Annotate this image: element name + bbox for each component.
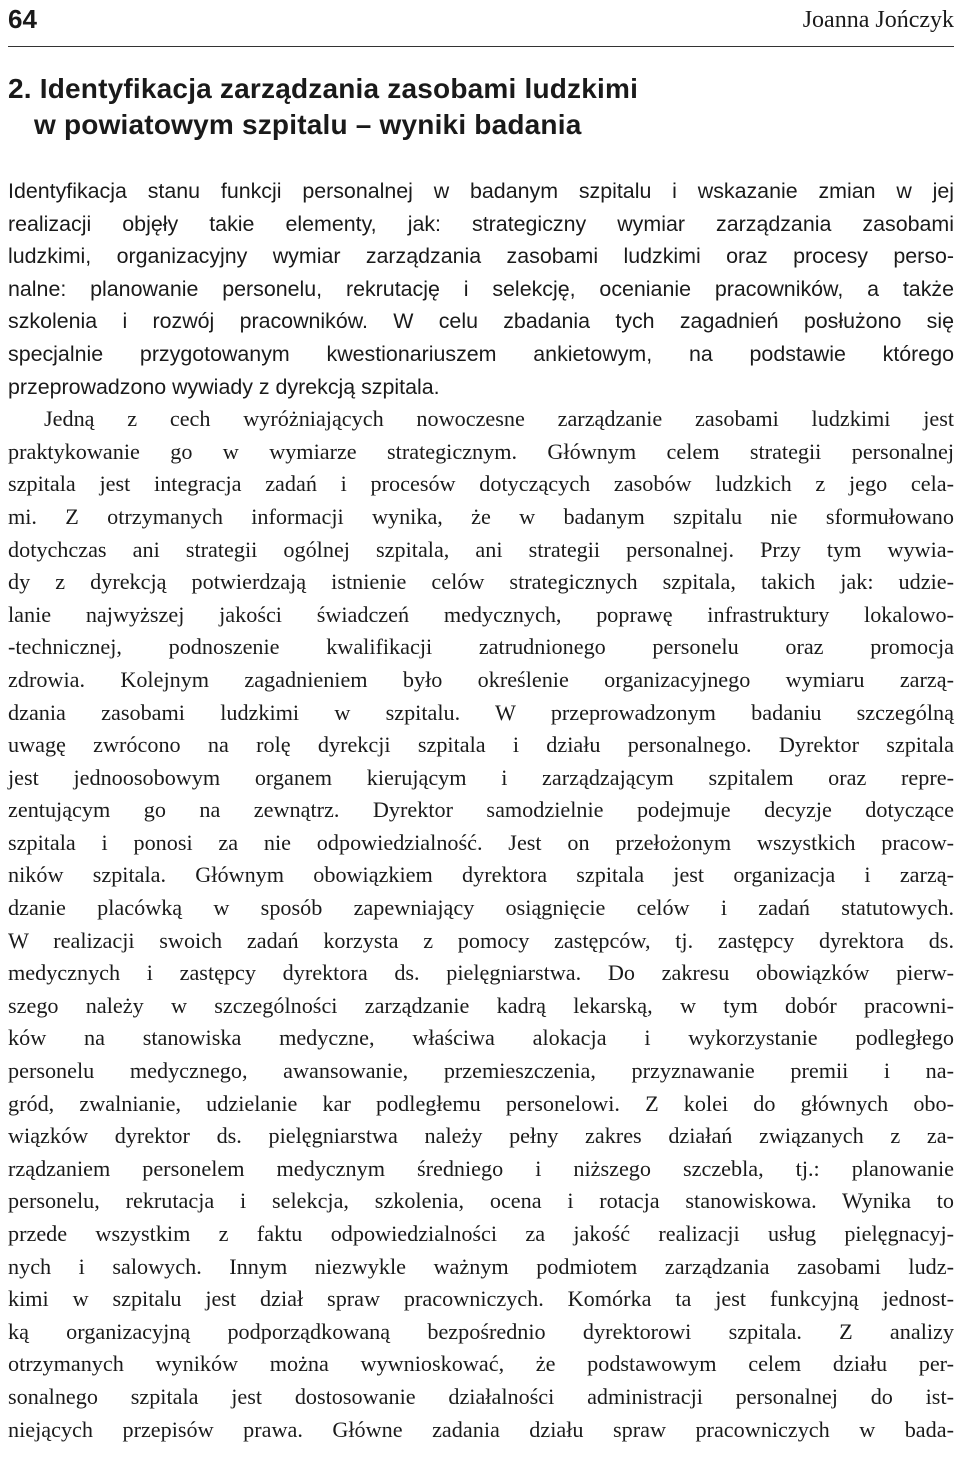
text-line: przeprowadzono wywiady z dyrekcją szpitala. (8, 374, 440, 399)
text-line: rządzaniem personelem medycznym średniego i niższego szczebla, tj.: planowanie (8, 1155, 954, 1181)
text-line: medycznych i zastępcy dyrektora ds. pielęgniarstwa. Do zakresu obowiązków pierw- (8, 960, 954, 986)
text-line: otrzymanych wyników można wywnioskować, że podstawowym celem działu per- (8, 1351, 954, 1377)
section-heading-line-2: w powiatowym szpitalu – wyniki badania (34, 109, 582, 140)
book-page (8, 0, 954, 1446)
text-line: nych i salowych. Innym niezwykle ważnym podmiotem zarządzania zasobami ludz- (8, 1253, 954, 1279)
text-line: gród, zwalnianie, udzielanie kar podległemu personelowi. Z kolei do głównych obo- (8, 1090, 954, 1116)
text-line: zdrowia. Kolejnym zagadnieniem było określenie organizacyjnego wymiaru zarzą- (8, 666, 954, 692)
text-line: ników szpitala. Głównym obowiązkiem dyrektora szpitala jest organizacja i zarzą- (8, 862, 954, 888)
text-line: dzania zasobami ludzkimi w szpitalu. W przeprowadzonym badaniu szczególną (8, 699, 954, 725)
text-line: ką organizacyjną podporządkowaną bezpośrednio dyrektorowi szpitala. Z analizy (8, 1318, 954, 1344)
body-paragraph (8, 403, 954, 1446)
text-line: personelu medycznego, awansowanie, przemieszczenia, przyznawanie premii i na- (8, 1058, 954, 1084)
text-line: przede wszystkim z faktu odpowiedzialności za jakość realizacji usług pielęgnacyj- (8, 1221, 954, 1246)
text-line: dzanie placówką w sposób zapewniający osiągnięcie celów i zadań statutowych. (8, 895, 954, 921)
text-line: specjalnie przygotowanym kwestionariuszem ankietowym, na podstawie którego (8, 341, 954, 366)
text-line: dotychczas ani strategii ogólnej szpitala, ani strategii personalnej. Przy tym wywia- (8, 536, 954, 562)
text-line: ków na stanowiska medyczne, właściwa alokacja i wykorzystanie podległego (8, 1025, 954, 1051)
text-line: lanie najwyższej jakości świadczeń medycznych, poprawę infrastruktury lokalowo- (8, 601, 954, 627)
text-line: W realizacji swoich zadań korzysta z pomocy zastępców, tj. zastępcy dyrektora ds. (8, 927, 954, 953)
text-line: szpitala jest integracja zadań i procesów dotyczących zasobów ludzkich z jego cela- (8, 471, 954, 497)
text-line: mi. Z otrzymanych informacji wynika, że w badanym szpitalu nie sformułowano (8, 503, 954, 529)
text-line: -technicznej, podnoszenie kwalifikacji zatrudnionego personelu oraz promocja (8, 634, 954, 660)
text-line: niejących przepisów prawa. Główne zadania działu spraw pracowniczych w bada- (8, 1416, 954, 1442)
page-number: 64 (8, 4, 37, 34)
text-line: sonalnego szpitala jest dostosowanie działalności administracji personalnej do ist- (8, 1383, 954, 1409)
text-line: zentującym go na zewnątrz. Dyrektor samodzielnie podejmuje decyzje dotyczące (8, 797, 954, 823)
text-line: szpitala i ponosi za nie odpowiedzialność. Jest on przełożonym wszystkich pracow- (8, 829, 954, 855)
text-line: kimi w szpitalu jest dział spraw pracowniczych. Komórka ta jest funkcyjną jednost- (8, 1286, 954, 1312)
section-heading-line-1: 2. Identyfikacja zarządzania zasobami ludzkimi (8, 73, 639, 104)
text-line: uwagę zwrócono na rolę dyrekcji szpitala i działu personalnego. Dyrektor szpitala (8, 732, 954, 758)
text-line: wiązków dyrektor ds. pielęgniarstwa należy pełny zakres działań związanych z za- (8, 1123, 954, 1149)
text-line: jest jednoosobowym organem kierującym i zarządzającym szpitalem oraz repre- (8, 764, 954, 790)
text-line: dy z dyrekcją potwierdzają istnienie celów strategicznych szpitala, takich jak: udzie- (8, 569, 954, 595)
text-line: praktykowanie go w wymiarze strategicznym. Głównym celem strategii personalnej (8, 438, 954, 464)
page-header (8, 0, 954, 47)
text-line: Identyfikacja stanu funkcji personalnej w badanym szpitalu i wskazanie zmian w jej (8, 179, 954, 203)
running-head-author: Joanna Jończyk (802, 7, 954, 33)
text-line: szkolenia i rozwój pracowników. W celu zbadania tych zagadnień posłużono się (8, 309, 954, 334)
intro-paragraph (8, 175, 954, 403)
section-heading (8, 71, 954, 143)
text-line: ludzkimi, organizacyjny wymiar zarządzania zasobami ludzkimi oraz procesy perso- (8, 244, 954, 269)
text-line: nalne: planowanie personelu, rekrutację i selekcję, ocenianie pracowników, a także (8, 276, 954, 301)
text-line: szego należy w szczególności zarządzanie kadrą lekarską, w tym dobór pracowni- (8, 992, 954, 1018)
text-line: personelu, rekrutacja i selekcja, szkolenia, ocena i rotacja stanowiskowa. Wynika to (8, 1188, 954, 1214)
text-line: Jedną z cech wyróżniających nowoczesne zarządzanie zasobami ludzkimi jest (44, 406, 954, 432)
text-line: realizacji objęły takie elementy, jak: strategiczny wymiar zarządzania zasobami (8, 211, 954, 236)
